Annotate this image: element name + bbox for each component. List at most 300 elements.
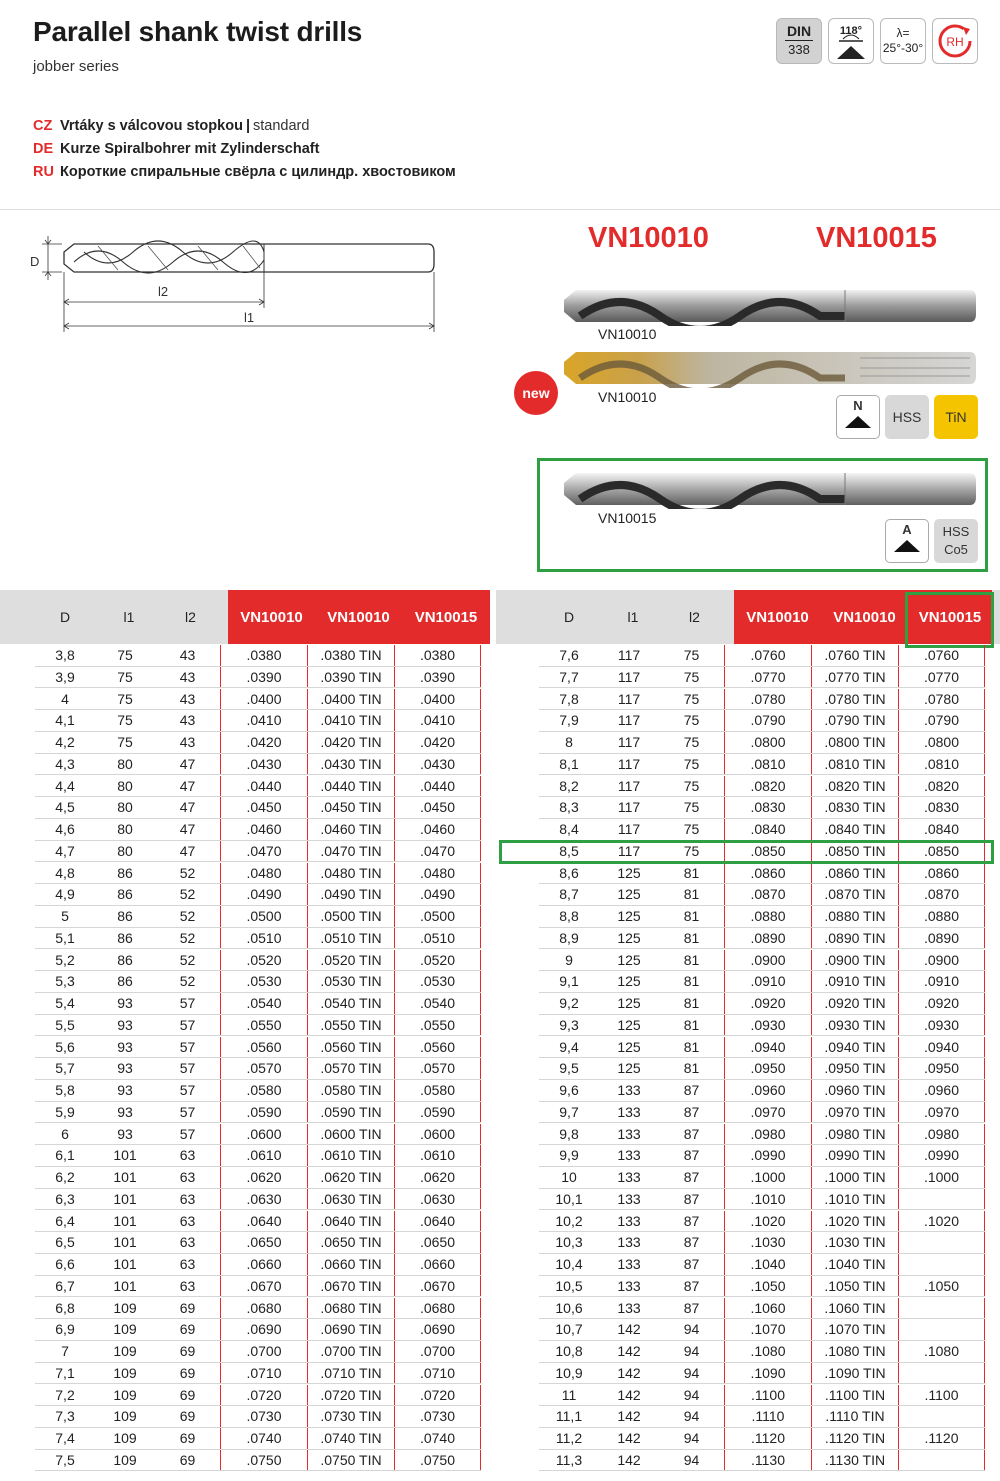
cell-l2: 75 — [683, 647, 700, 663]
cell-vn10010: .0550 — [220, 1015, 307, 1036]
cell-l2: 81 — [683, 1016, 700, 1033]
cell-vn10010: .1130 — [724, 1450, 811, 1471]
cell-vn10010: .0680 — [220, 1298, 307, 1319]
cell-vn10015: .0820 — [898, 776, 985, 797]
cell-vn10015: .0560 — [394, 1037, 481, 1058]
cell-vn10010-tin: .0830 TIN — [811, 797, 898, 818]
cell-vn10010-tin: .0460 TIN — [307, 819, 394, 840]
cell-d: 9 — [565, 951, 573, 968]
table-row — [539, 1124, 985, 1146]
cell-vn10015: .0800 — [898, 732, 985, 753]
table-row — [539, 971, 985, 993]
din-label: DIN — [786, 23, 812, 39]
lang-code: DE — [33, 141, 54, 157]
cell-vn10010: .0410 — [220, 710, 307, 731]
cell-d: 6 — [61, 1125, 69, 1142]
table-row — [35, 1080, 481, 1102]
table-row — [539, 906, 985, 928]
rotation-right-icon — [932, 18, 978, 64]
cell-d: 10,1 — [555, 1190, 583, 1207]
cell-l2: 75 — [683, 842, 700, 859]
col-header-vn10010: VN10010 — [734, 590, 821, 644]
cell-vn10010-tin: .0490 TIN — [307, 884, 394, 905]
cell-vn10010: .1010 — [724, 1189, 811, 1210]
highlight-row-8-5 — [499, 840, 994, 864]
cell-vn10010: .0750 — [220, 1450, 307, 1471]
table-row — [539, 689, 985, 711]
cell-d: 9,2 — [559, 995, 579, 1011]
cell-vn10010: .0450 — [220, 797, 307, 818]
cell-vn10015: .0830 — [898, 797, 985, 818]
lang-code: RU — [33, 164, 54, 180]
cell-d: 11,1 — [555, 1408, 583, 1425]
table-row — [539, 667, 985, 689]
cell-d: 7,7 — [559, 668, 579, 685]
cell-vn10010: .0580 — [220, 1080, 307, 1101]
table-row — [539, 776, 985, 798]
cell-l1: 117 — [617, 712, 641, 729]
cell-vn10015: .1020 — [898, 1211, 985, 1232]
cell-l2: 57 — [179, 1016, 196, 1033]
cell-l1: 109 — [113, 1321, 137, 1338]
cell-vn10010: .0960 — [724, 1080, 811, 1101]
lang-row-de — [33, 138, 456, 161]
cell-l1: 133 — [617, 1299, 641, 1316]
table-row — [539, 819, 985, 841]
cell-vn10010: .1050 — [724, 1276, 811, 1297]
cell-d: 5,8 — [55, 1082, 75, 1098]
cell-vn10010-tin: .1020 TIN — [811, 1211, 898, 1232]
cell-vn10015 — [898, 1450, 985, 1471]
cell-l2: 63 — [179, 1169, 196, 1185]
cell-vn10010: .0740 — [220, 1428, 307, 1449]
cell-vn10010-tin: .0690 TIN — [307, 1319, 394, 1340]
cell-l2: 47 — [179, 821, 196, 837]
cell-vn10010-tin: .0890 TIN — [811, 928, 898, 949]
table-row — [539, 710, 985, 732]
cell-vn10010-tin: .0700 TIN — [307, 1341, 394, 1362]
table-row — [35, 971, 481, 993]
cell-l2: 43 — [179, 712, 196, 729]
col-header-l2: l2 — [689, 609, 700, 625]
drill-photo-cobalt — [560, 469, 980, 509]
cell-l1: 109 — [113, 1364, 137, 1381]
cell-l1: 133 — [617, 1212, 641, 1229]
cell-d: 11 — [561, 1386, 577, 1403]
cell-vn10010: .0870 — [724, 884, 811, 905]
cell-l2: 57 — [179, 995, 196, 1011]
cell-vn10015: .1100 — [898, 1385, 985, 1406]
cell-vn10010-tin: .0590 TIN — [307, 1102, 394, 1123]
cell-vn10010-tin: .0900 TIN — [811, 950, 898, 971]
cell-vn10015: .0530 — [394, 971, 481, 992]
cell-vn10010-tin: .1070 TIN — [811, 1319, 898, 1340]
cell-d: 5,2 — [55, 951, 75, 968]
cell-vn10010-tin: .0880 TIN — [811, 906, 898, 927]
cell-vn10010-tin: .1060 TIN — [811, 1298, 898, 1319]
cell-d: 6,3 — [55, 1190, 75, 1207]
cell-d: 8,2 — [559, 777, 579, 794]
cell-vn10015: .0810 — [898, 754, 985, 775]
table-row — [35, 754, 481, 776]
cell-vn10010-tin: .0750 TIN — [307, 1450, 394, 1471]
cell-l2: 52 — [179, 973, 196, 990]
cell-l1: 93 — [117, 1038, 133, 1055]
col-header-vn10010-tin: VN10010 — [821, 590, 908, 644]
cell-l2: 75 — [683, 755, 700, 772]
cell-vn10010-tin: .0540 TIN — [307, 993, 394, 1014]
page-subtitle: jobber series — [33, 58, 119, 75]
cell-l1: 133 — [617, 1125, 641, 1142]
cell-l1: 75 — [117, 668, 133, 685]
cell-l1: 125 — [617, 908, 641, 924]
cell-vn10010-tin: .0870 TIN — [811, 884, 898, 905]
cell-l1: 133 — [617, 1103, 641, 1120]
cell-l2: 87 — [683, 1125, 700, 1142]
cell-l1: 125 — [617, 973, 641, 990]
cell-d: 7,2 — [55, 1386, 75, 1403]
cell-vn10010-tin: .0410 TIN — [307, 710, 394, 731]
cell-vn10010: .0710 — [220, 1363, 307, 1384]
cell-vn10010: .0690 — [220, 1319, 307, 1340]
cell-vn10015: .0390 — [394, 667, 481, 688]
cell-l2: 69 — [179, 1299, 196, 1316]
cell-vn10010-tin: .0510 TIN — [307, 928, 394, 949]
cell-l1: 75 — [117, 734, 133, 750]
cell-l1: 101 — [113, 1234, 137, 1251]
cell-vn10015: .0630 — [394, 1189, 481, 1210]
cell-l1: 125 — [617, 995, 641, 1011]
cell-vn10010-tin: .0850 TIN — [811, 841, 898, 862]
table-row — [539, 732, 985, 754]
table-row — [35, 884, 481, 906]
cell-vn10010: .0980 — [724, 1124, 811, 1145]
cell-l2: 57 — [179, 1038, 196, 1055]
table-row — [539, 1276, 985, 1298]
cell-vn10015: .0750 — [394, 1450, 481, 1471]
cell-l1: 101 — [113, 1169, 137, 1185]
highlight-header-vn10015 — [905, 592, 994, 648]
cell-d: 4,9 — [55, 886, 75, 903]
cell-d: 9,9 — [559, 1147, 579, 1164]
cell-vn10010-tin: .0390 TIN — [307, 667, 394, 688]
cell-vn10015 — [898, 1254, 985, 1275]
table-row — [539, 1167, 985, 1189]
din-number: 338 — [788, 42, 810, 57]
cell-vn10010: .0630 — [220, 1189, 307, 1210]
cell-vn10010-tin: .0720 TIN — [307, 1385, 394, 1406]
cell-l1: 117 — [617, 690, 641, 707]
cell-vn10015: .0650 — [394, 1232, 481, 1253]
cell-vn10010-tin: .0470 TIN — [307, 841, 394, 862]
cell-d: 8 — [565, 734, 573, 750]
cell-vn10010-tin: .0810 TIN — [811, 754, 898, 775]
cell-vn10010-tin: .0630 TIN — [307, 1189, 394, 1210]
cell-vn10010-tin: .1000 TIN — [811, 1167, 898, 1188]
col-header-d: D — [563, 609, 575, 625]
cell-l1: 133 — [617, 1277, 641, 1294]
cell-d: 6,7 — [55, 1277, 75, 1294]
cell-vn10015: .0730 — [394, 1406, 481, 1427]
cell-l1: 86 — [117, 886, 133, 903]
cell-vn10015: .0920 — [898, 993, 985, 1014]
cell-vn10015 — [898, 1298, 985, 1319]
cell-l1: 109 — [113, 1386, 137, 1403]
cell-vn10015: .0460 — [394, 819, 481, 840]
cell-d: 10,3 — [555, 1234, 583, 1251]
cell-vn10010: .0420 — [220, 732, 307, 753]
cell-vn10010-tin: .0840 TIN — [811, 819, 898, 840]
cell-vn10015: .0900 — [898, 950, 985, 971]
cell-vn10010-tin: .0860 TIN — [811, 863, 898, 884]
cell-l1: 117 — [617, 755, 641, 772]
cell-l2: 94 — [683, 1343, 700, 1359]
cell-vn10015: .0720 — [394, 1385, 481, 1406]
drill-caption-3: VN10015 — [598, 510, 657, 526]
cell-l1: 133 — [617, 1190, 641, 1207]
cell-l2: 94 — [683, 1451, 700, 1468]
cell-vn10010: .0720 — [220, 1385, 307, 1406]
cell-vn10010-tin: .1110 TIN — [811, 1406, 898, 1427]
table-row — [539, 1211, 985, 1233]
cell-vn10010: .0990 — [724, 1145, 811, 1166]
cell-d: 11,3 — [555, 1451, 583, 1468]
cell-l1: 117 — [617, 777, 641, 794]
cell-l1: 93 — [117, 1060, 133, 1077]
cell-l1: 101 — [113, 1212, 137, 1229]
cell-l1: 109 — [113, 1451, 137, 1468]
cell-d: 6,5 — [55, 1234, 75, 1251]
cell-vn10015: .0690 — [394, 1319, 481, 1340]
cell-d: 4,1 — [55, 712, 75, 729]
cell-l1: 93 — [117, 1016, 133, 1033]
cell-d: 7,1 — [55, 1364, 75, 1381]
cell-d: 9,6 — [559, 1082, 579, 1098]
dim-l1-label: l1 — [244, 310, 255, 325]
cell-l2: 87 — [683, 1190, 700, 1207]
cell-l1: 142 — [617, 1451, 641, 1468]
cell-l2: 81 — [683, 929, 700, 946]
table-row — [35, 1319, 481, 1341]
cell-l2: 81 — [683, 1038, 700, 1055]
cell-vn10010-tin: .1130 TIN — [811, 1450, 898, 1471]
cell-vn10015: .0580 — [394, 1080, 481, 1101]
cell-vn10010-tin: .0620 TIN — [307, 1167, 394, 1188]
cell-vn10015: .0430 — [394, 754, 481, 775]
cell-vn10010-tin: .0710 TIN — [307, 1363, 394, 1384]
table-row — [35, 732, 481, 754]
cell-vn10010-tin: .0670 TIN — [307, 1276, 394, 1297]
cell-vn10010-tin: .0680 TIN — [307, 1298, 394, 1319]
cell-vn10010-tin: .0950 TIN — [811, 1058, 898, 1079]
cell-vn10015: .1120 — [898, 1428, 985, 1449]
cell-d: 8,6 — [559, 864, 579, 881]
cell-vn10010-tin: .0640 TIN — [307, 1211, 394, 1232]
cell-d: 4,4 — [55, 777, 75, 794]
cell-vn10010-tin: .0780 TIN — [811, 689, 898, 710]
table-row — [35, 645, 481, 667]
cell-vn10010: .0770 — [724, 667, 811, 688]
cell-vn10010: .0480 — [220, 863, 307, 884]
cell-l2: 69 — [179, 1451, 196, 1468]
cell-d: 6,4 — [55, 1212, 75, 1229]
cell-d: 6,8 — [55, 1299, 75, 1316]
helix-top: λ= — [896, 26, 910, 40]
table-row — [539, 797, 985, 819]
cell-vn10015: .0610 — [394, 1145, 481, 1166]
lang-text: Короткие спиральные свёрла с цилиндр. хвостовиком — [60, 164, 456, 180]
table-row — [539, 1015, 985, 1037]
cell-l2: 81 — [683, 864, 700, 881]
cell-vn10015: .0710 — [394, 1363, 481, 1384]
cell-l1: 117 — [617, 668, 641, 685]
spec-badges — [776, 18, 978, 64]
cell-l1: 125 — [617, 1060, 641, 1077]
cell-vn10010-tin: .0400 TIN — [307, 689, 394, 710]
cell-vn10015: .0380 — [394, 645, 481, 666]
cell-vn10010: .0500 — [220, 906, 307, 927]
cell-l1: 125 — [617, 929, 641, 946]
cell-vn10010: .0470 — [220, 841, 307, 862]
cell-vn10010: .0920 — [724, 993, 811, 1014]
lang-text: Kurze Spiralbohrer mit Zylinderschaft — [60, 141, 320, 157]
drill-caption-2: VN10010 — [598, 389, 657, 405]
cell-l2: 75 — [683, 799, 700, 816]
cell-vn10015: .0860 — [898, 863, 985, 884]
cell-vn10010: .0830 — [724, 797, 811, 818]
cell-d: 5,6 — [55, 1038, 75, 1055]
cell-d: 3,9 — [55, 668, 75, 685]
cell-vn10010: .0880 — [724, 906, 811, 927]
cell-l1: 125 — [617, 864, 641, 881]
cell-l1: 133 — [617, 1256, 641, 1272]
cell-vn10015 — [898, 1406, 985, 1427]
cell-vn10015: .0880 — [898, 906, 985, 927]
table-header-left — [0, 590, 490, 644]
cell-vn10010: .0660 — [220, 1254, 307, 1275]
cell-vn10015: .0980 — [898, 1124, 985, 1145]
table-row — [539, 1145, 985, 1167]
cell-vn10010: .0950 — [724, 1058, 811, 1079]
cell-vn10010: .0780 — [724, 689, 811, 710]
cell-vn10015: .0660 — [394, 1254, 481, 1275]
cell-vn10010: .0900 — [724, 950, 811, 971]
cell-l2: 94 — [683, 1408, 700, 1425]
cell-vn10010: .0510 — [220, 928, 307, 949]
cell-vn10010: .0930 — [724, 1015, 811, 1036]
cell-vn10010: .0460 — [220, 819, 307, 840]
cell-d: 7,3 — [55, 1408, 75, 1425]
cell-vn10015: .1000 — [898, 1167, 985, 1188]
cell-d: 8,4 — [559, 821, 579, 837]
material-icons-vn10010 — [836, 395, 978, 439]
cell-l2: 63 — [179, 1277, 196, 1294]
cell-vn10015 — [898, 1232, 985, 1253]
cell-vn10015: .0590 — [394, 1102, 481, 1123]
cell-vn10015: .0940 — [898, 1037, 985, 1058]
cell-d: 11,2 — [555, 1430, 583, 1446]
col-header-l1: l1 — [627, 609, 639, 625]
cell-l2: 81 — [683, 951, 700, 968]
dim-d-label: D — [30, 254, 40, 269]
type-n-icon: N — [836, 395, 880, 439]
table-row — [35, 863, 481, 885]
drill-photo-tin — [560, 348, 980, 388]
table-row — [35, 1428, 481, 1450]
cell-l1: 101 — [113, 1190, 137, 1207]
cell-l2: 47 — [179, 755, 196, 772]
cell-l2: 57 — [179, 1125, 196, 1142]
cell-vn10015: .0840 — [898, 819, 985, 840]
table-row — [35, 928, 481, 950]
cell-vn10015: .0420 — [394, 732, 481, 753]
cell-vn10010: .1080 — [724, 1341, 811, 1362]
table-row — [539, 645, 985, 667]
cell-d: 4,5 — [55, 799, 75, 816]
cell-l1: 86 — [117, 908, 133, 924]
cell-d: 10,7 — [555, 1321, 583, 1338]
cell-l1: 117 — [617, 647, 641, 663]
cell-vn10010-tin: .1120 TIN — [811, 1428, 898, 1449]
cell-vn10010: .0530 — [220, 971, 307, 992]
cell-vn10010: .0940 — [724, 1037, 811, 1058]
cell-vn10015: .0500 — [394, 906, 481, 927]
cell-d: 10 — [561, 1169, 577, 1185]
cell-vn10010-tin: .0420 TIN — [307, 732, 394, 753]
cell-vn10010-tin: .0930 TIN — [811, 1015, 898, 1036]
cell-d: 4,7 — [55, 842, 75, 859]
cell-l1: 93 — [117, 1125, 133, 1142]
cell-vn10010-tin: .0480 TIN — [307, 863, 394, 884]
cell-l1: 86 — [117, 973, 133, 990]
cell-vn10010-tin: .0450 TIN — [307, 797, 394, 818]
cell-l1: 133 — [617, 1082, 641, 1098]
cell-l1: 117 — [617, 821, 641, 837]
cell-l2: 47 — [179, 777, 196, 794]
cell-vn10015: .0930 — [898, 1015, 985, 1036]
cell-vn10010: .0400 — [220, 689, 307, 710]
table-row — [35, 689, 481, 711]
cell-vn10010: .0620 — [220, 1167, 307, 1188]
cell-d: 8,8 — [559, 908, 579, 924]
cell-vn10015: .0890 — [898, 928, 985, 949]
material-icons-vn10015 — [885, 519, 978, 563]
cell-vn10010-tin: .0500 TIN — [307, 906, 394, 927]
cell-l2: 47 — [179, 842, 196, 859]
cell-l1: 133 — [617, 1234, 641, 1251]
cell-l2: 87 — [683, 1147, 700, 1164]
type-a-icon: A — [885, 519, 929, 563]
table-row — [35, 1298, 481, 1320]
cell-d: 7,6 — [559, 647, 579, 663]
cell-l2: 52 — [179, 929, 196, 946]
cell-l2: 43 — [179, 668, 196, 685]
cell-vn10010: .1030 — [724, 1232, 811, 1253]
cell-l1: 117 — [617, 734, 641, 750]
cell-vn10010: .0700 — [220, 1341, 307, 1362]
drill-dimension-diagram — [28, 222, 448, 342]
cell-vn10010-tin: .0440 TIN — [307, 776, 394, 797]
cell-l1: 80 — [117, 799, 133, 816]
cell-l2: 47 — [179, 799, 196, 816]
table-row — [539, 1428, 985, 1450]
cell-l2: 52 — [179, 886, 196, 903]
cell-l2: 52 — [179, 951, 196, 968]
cell-vn10010: .1090 — [724, 1363, 811, 1384]
cell-d: 5,5 — [55, 1016, 75, 1033]
cell-d: 6,6 — [55, 1256, 75, 1272]
cell-vn10015: .0790 — [898, 710, 985, 731]
